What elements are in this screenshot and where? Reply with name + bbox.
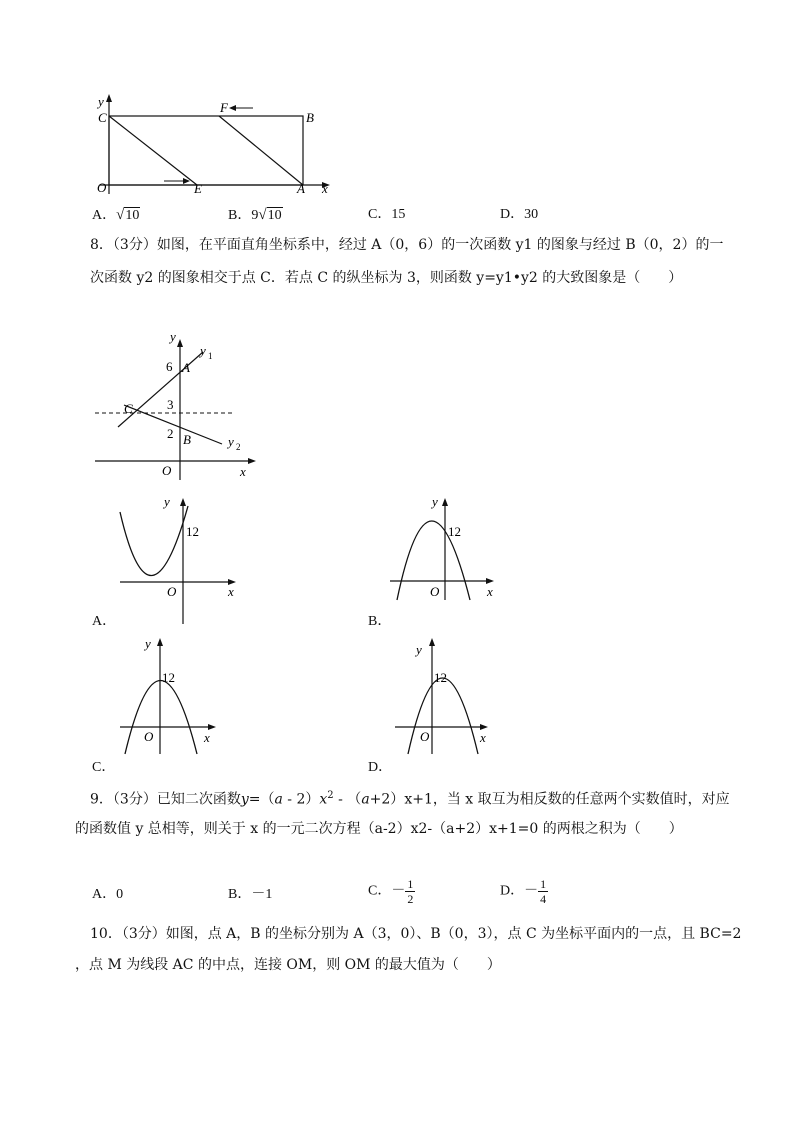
q8-a-label-x: x <box>228 584 234 599</box>
q10-stem-line1: 10．（3分）如图，点 A，B 的坐标分别为 A（3，0）、B（0，3），点 C 为坐标平面内的一点，且 BC=2 <box>90 926 742 942</box>
q8-c-label-y: y <box>145 636 151 651</box>
q10-stem-line2: ，点 M 为线段 AC 的中点，连接 OM，则 OM 的最大值为（ ） <box>75 957 501 973</box>
q7-label-a: A <box>297 181 305 196</box>
q8-figure <box>90 325 270 485</box>
q8-stem-line1: 8．（3分）如图，在平面直角坐标系中，经过 A（0，6）的一次函数 y1 的图象与经过 B（0，2）的一 <box>90 237 724 253</box>
q7-option-a[interactable]: A．√10 <box>92 207 140 223</box>
q8-label-x: x <box>240 464 246 479</box>
q8-d-label-x: x <box>480 730 486 745</box>
q8-option-b[interactable]: B． <box>368 614 392 629</box>
q8-d-label-y: y <box>416 642 422 657</box>
q8-a-label-o: O <box>167 584 177 599</box>
q8-option-d-graph <box>390 632 500 757</box>
q8-label-y1-sub: 1 <box>208 351 213 361</box>
q9-option-a[interactable]: A．0 <box>92 887 124 902</box>
q9-stem-line2: 的函数值 y 总相等，则关于 x 的一元二次方程（a-2）x2-（a+2）x+1=0 的两根之积为（ ） <box>75 821 683 837</box>
q8-b-label-12: 12 <box>448 524 461 539</box>
q9-option-d-fraction: $\frac{1}{4}$ <box>540 877 547 906</box>
q7-option-b-radicand: 10 <box>267 208 282 223</box>
q8-d-label-o: O <box>420 729 430 744</box>
q8-stem-line2: 次函数 y2 的图象相交于点 C．若点 C 的纵坐标为 3，则函数 y=y1•y2 的大致图象是（ ） <box>90 270 683 286</box>
q8-d-label-12: 12 <box>434 670 447 685</box>
q7-label-b: B <box>306 110 314 125</box>
q7-option-d[interactable]: D．30 <box>500 207 539 222</box>
q7-figure <box>90 92 350 202</box>
q7-label-o: O <box>97 180 107 195</box>
q8-option-d[interactable]: D． <box>368 760 393 775</box>
q9-option-d[interactable]: D．－ $\frac{1}{4}$ <box>500 877 547 906</box>
q8-label-y: y <box>170 329 176 344</box>
q7-option-c[interactable]: C．15 <box>368 207 406 222</box>
q8-a-label-12: 12 <box>186 524 199 539</box>
q9-option-c-fraction: $\frac{1}{2}$ <box>407 877 414 906</box>
q8-option-b-graph <box>385 492 505 604</box>
q8-b-label-y: y <box>432 494 438 509</box>
q7-label-x: x <box>322 181 328 196</box>
q8-label-c: C <box>124 401 133 416</box>
q7-label-c: C <box>98 110 107 125</box>
q8-c-label-12: 12 <box>162 670 175 685</box>
q7-label-f: F <box>220 100 228 115</box>
q8-b-label-x: x <box>487 584 493 599</box>
q9-option-c[interactable]: C．－ $\frac{1}{2}$ <box>368 877 414 906</box>
q8-option-a[interactable]: A． <box>92 614 117 629</box>
q8-label-two: 2 <box>167 426 174 441</box>
q8-label-six: 6 <box>166 359 173 374</box>
q8-option-c-graph <box>115 632 230 757</box>
q7-option-a-radicand: 10 <box>125 208 140 223</box>
q8-a-label-y: y <box>164 494 170 509</box>
q8-label-y2-sub: 2 <box>236 442 241 452</box>
q8-label-y1: y <box>200 343 206 358</box>
q7-option-b[interactable]: B．9√10 <box>228 207 282 223</box>
q8-option-c[interactable]: C． <box>92 760 116 775</box>
q8-c-label-o: O <box>144 729 154 744</box>
q8-b-label-o: O <box>430 584 440 599</box>
q8-c-label-x: x <box>204 730 210 745</box>
q8-label-a: A <box>182 360 190 375</box>
q9-stem-line1: 9．（3分）已知二次函数$y=(a - 2)x^2 - (a+2)x+1$，当 x 取互为相反数的任意两个实数值时，对应 <box>90 790 730 808</box>
q8-label-y2: y <box>228 434 234 449</box>
q8-label-b: B <box>183 432 191 447</box>
q8-label-o: O <box>162 463 172 478</box>
q9-option-b[interactable]: B．－1 <box>228 887 273 902</box>
q7-label-y: y <box>98 94 104 109</box>
q8-label-three: 3 <box>167 397 174 412</box>
q7-label-e: E <box>194 181 202 196</box>
q8-option-a-graph <box>110 492 250 627</box>
